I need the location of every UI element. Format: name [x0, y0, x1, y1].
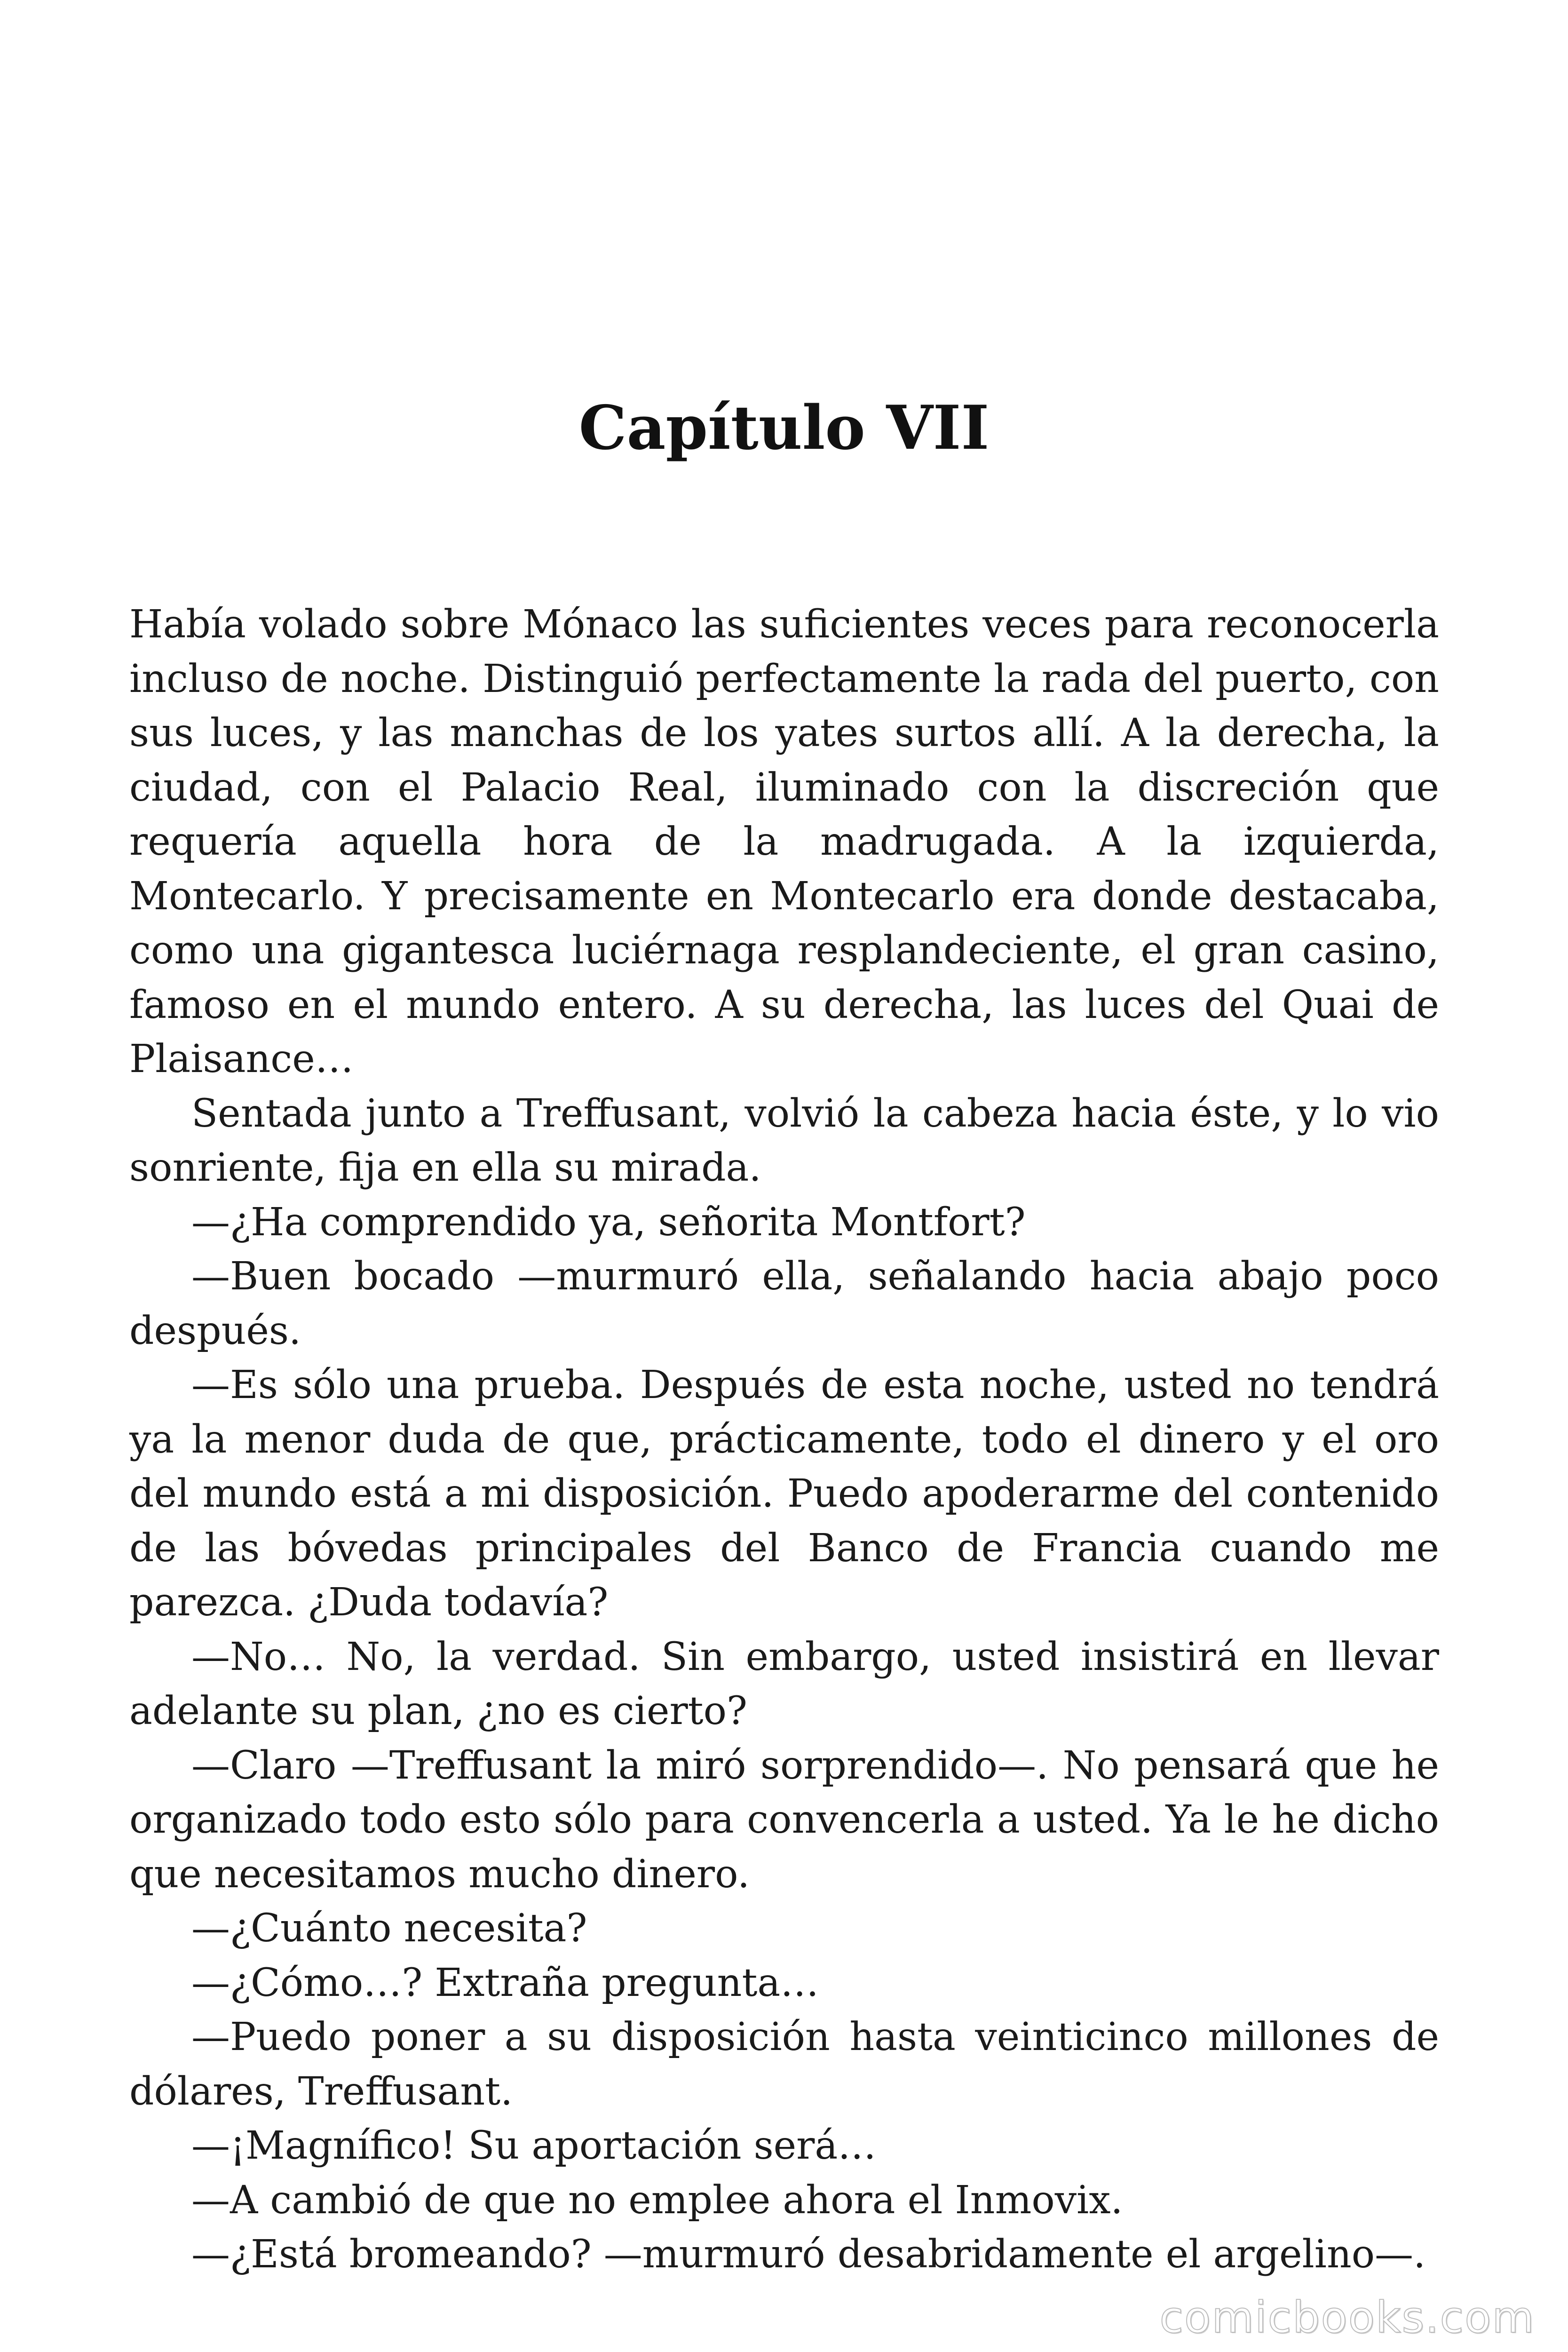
- watermark: comicbooks.com: [1159, 2292, 1535, 2343]
- chapter-title: Capítulo VII: [578, 393, 990, 463]
- dialogue-line: —No… No, la verdad. Sin embargo, usted insistirá en llevar adelante su plan, ¿no es cierto?: [129, 1634, 1439, 1733]
- dialogue-line: —¡Magnífico! Su aportación será…: [191, 2123, 877, 2168]
- dialogue-line: —A cambió de que no emplee ahora el Inmovix.: [191, 2177, 1123, 2223]
- paragraph: Sentada junto a Treffusant, volvió la cabeza hacia éste, y lo vio sonriente, fija en ella su mirada.: [129, 1091, 1439, 1190]
- dialogue-line: —¿Cómo…? Extraña pregunta…: [191, 1960, 819, 2005]
- dialogue-line: —¿Ha comprendido ya, señorita Montfort?: [191, 1200, 1026, 1245]
- dialogue-line: —¿Está bromeando? —murmuró desabridamente el argelino—.: [191, 2232, 1426, 2277]
- dialogue-line: —¿Cuánto necesita?: [191, 1906, 587, 1951]
- dialogue-line: —Buen bocado —murmuró ella, señalando hacia abajo poco después.: [129, 1254, 1439, 1353]
- dialogue-line: —Claro —Treffusant la miró sorprendido—. No pensará que he organizado todo esto sólo para convencerla a usted. Ya le he dicho que necesitamos mucho dinero.: [129, 1743, 1439, 1897]
- dialogue-line: —Puedo poner a su disposición hasta veinticinco millones de dólares, Treffusant.: [129, 2015, 1439, 2114]
- dialogue-line: —Es sólo una prueba. Después de esta noche, usted no tendrá ya la menor duda de que, prácticamente, todo el dinero y el oro del mundo está a mi disposición. Puedo apoderarme del contenido de las bóvedas principales del Banco de Francia cuando me parezca. ¿Duda todavía?: [129, 1363, 1439, 1625]
- chapter-body: [129, 597, 1439, 2282]
- paragraph: Había volado sobre Mónaco las suficientes veces para reconocerla incluso de noche. Distinguió perfectamente la rada del puerto, con sus luces, y las manchas de los yates surtos allí. A la derecha, la ciudad, con el Palacio Real, iluminado con la discreción que requería aquella hora de la madrugada. A la izquierda, Montecarlo. Y precisamente en Montecarlo era donde destacaba, como una gigantesca luciérnaga resplandeciente, el gran casino, famoso en el mundo entero. A su derecha, las luces del Quai de Plaisance…: [129, 602, 1439, 1081]
